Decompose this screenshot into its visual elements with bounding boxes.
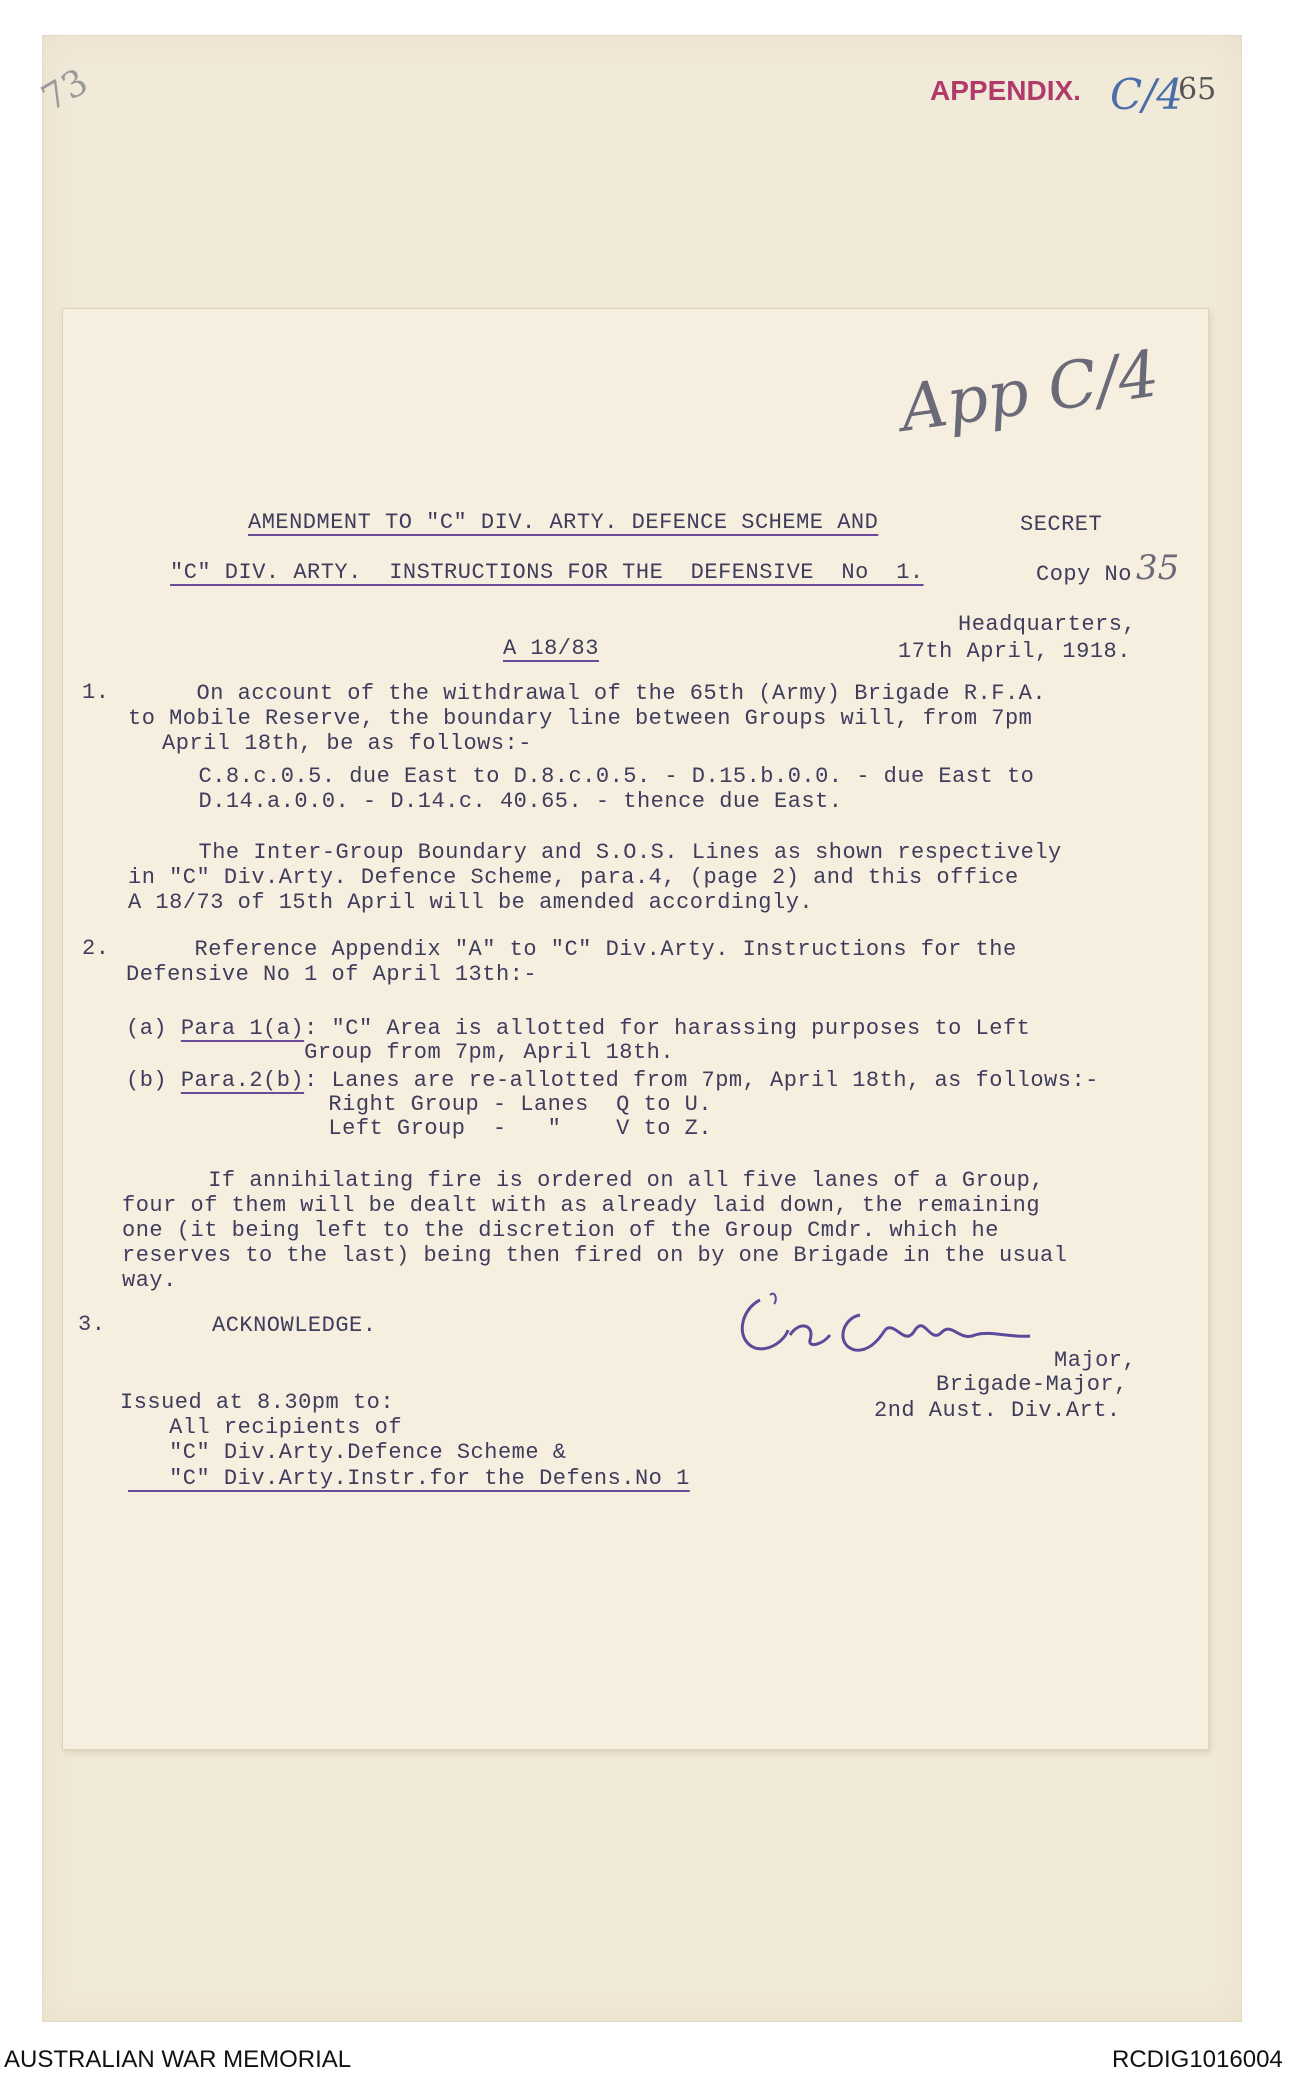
para1-line: April 18th, be as follows:- [162,731,532,756]
appendix-stamp: APPENDIX. [930,75,1081,106]
handwritten-signature [730,1290,1060,1370]
para1-line: in "C" Div.Arty. Defence Scheme, para.4, (page 2) and this office [128,865,1019,890]
issued-line: "C" Div.Arty.Defence Scheme & [128,1440,567,1465]
para1-line: to Mobile Reserve, the boundary line between Groups will, from 7pm [128,706,1033,731]
page-number: 65 [1178,72,1217,107]
signatory-unit: 2nd Aust. Div.Art. [874,1398,1121,1423]
reference-number: A 18/83 [503,636,599,661]
item-b-para-ref: Para.2(b) [180,1068,305,1093]
item-b-text: : Lanes are re-allotted from 7pm, April 18th, as follows:- [304,1068,1099,1093]
para2-line: way. [122,1268,177,1293]
lanes-right-group: Right Group - Lanes Q to U. [164,1092,713,1117]
para1-line: A 18/73 of 15th April will be amended accordingly. [128,890,814,915]
item-a-label: (a) [126,1016,181,1041]
heading-line2: "C" DIV. ARTY. INSTRUCTIONS FOR THE DEFENSIVE No 1. [170,560,924,585]
signatory-rank: Major, [1054,1348,1137,1373]
acknowledge-text: ACKNOWLEDGE. [212,1313,377,1338]
copy-label: Copy No [1036,562,1132,587]
item-a-para-ref: Para 1(a) [180,1016,305,1041]
para1-line: The Inter-Group Boundary and S.O.S. Lines as shown respectively [130,840,1062,865]
app-ref-handwritten: App C/4 [896,337,1164,447]
para2-item-b [126,1068,1099,1093]
para2-line: four of them will be dealt with as already laid down, the remaining [122,1193,1041,1218]
appendix-handwritten: C/4 [1110,70,1184,119]
para2-line: reserves to the last) being then fired on by one Brigade in the usual [122,1243,1068,1268]
para1-line: C.8.c.0.5. due East to D.8.c.0.5. - D.15.b.0.0. - due East to [130,764,1035,789]
issued-line: All recipients of [128,1415,403,1440]
para2-line: one (it being left to the discretion of the Group Cmdr. which he [122,1218,999,1243]
issued-line: "C" Div.Arty.Instr.for the Defens.No 1 [128,1466,690,1491]
footer-institution: AUSTRALIAN WAR MEMORIAL [4,2046,352,2073]
para3-number: 3. [78,1312,106,1337]
para2-number: 2. [82,936,110,961]
pencil-folio-number: 73 [34,61,95,120]
copy-number-handwritten: 35 [1136,548,1180,588]
para2-item-a-cont: Group from 7pm, April 18th. [126,1040,675,1065]
secret-label: SECRET [1020,512,1103,537]
lanes-left-group: Left Group - " V to Z. [164,1116,713,1141]
para2-item-a [126,1016,1030,1041]
item-a-text: : "C" Area is allotted for harassing purposes to Left [304,1016,1031,1041]
item-b-label: (b) [126,1068,181,1093]
para2-line: Defensive No 1 of April 13th:- [126,962,538,987]
hq-label: Headquarters, [958,612,1137,637]
issued-line: Issued at 8.30pm to: [120,1390,395,1415]
para1-line: On account of the withdrawal of the 65th (Army) Brigade R.F.A. [128,681,1047,706]
document-date: 17th April, 1918. [898,639,1131,664]
footer-record-id: RCDIG1016004 [1112,2046,1283,2073]
signatory-title: Brigade-Major, [936,1372,1128,1397]
para2-line: If annihilating fire is ordered on all five lanes of a Group, [126,1168,1045,1193]
para1-number: 1. [82,680,110,705]
para1-line: D.14.a.0.0. - D.14.c. 40.65. - thence due East. [130,789,843,814]
heading-line1: AMENDMENT TO "C" DIV. ARTY. DEFENCE SCHEME AND [248,510,879,535]
para2-line: Reference Appendix "A" to "C" Div.Arty. Instructions for the [126,937,1017,962]
